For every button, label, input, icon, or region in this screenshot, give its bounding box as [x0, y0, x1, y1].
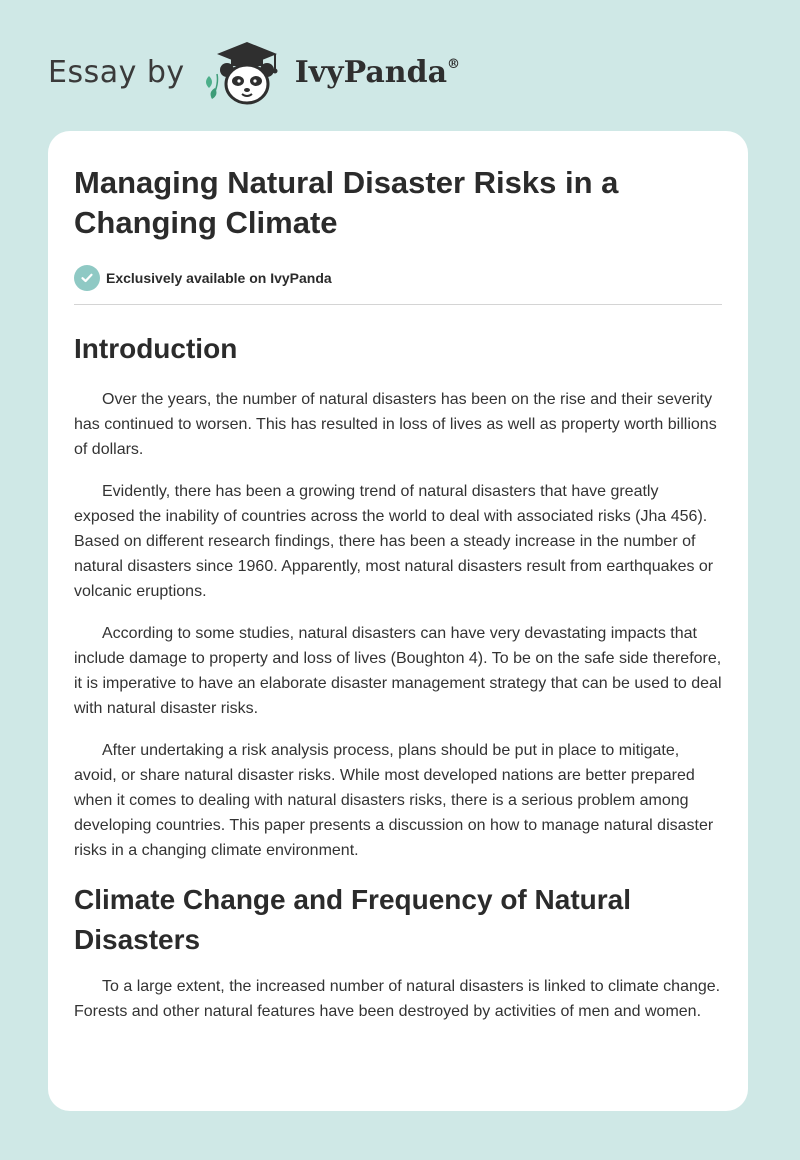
site-header: [48, 36, 460, 108]
essay-card: [48, 131, 748, 1111]
brand-name[interactable]: IvyPanda®: [294, 54, 461, 90]
badge-text: Exclusively available on IvyPanda: [106, 270, 332, 286]
paragraph: Evidently, there has been a growing trend of natural disasters that have greatly exposed the inability of countries across the world to deal with associated risks (Jha 456). Based on different research findings, there has been a steady increase in the number of natural disasters since 1960. Apparently, most natural disasters result from earthquakes or volcanic eruptions.: [74, 483, 714, 600]
section-heading-introduction: Introduction: [74, 333, 238, 364]
registered-mark: ®: [447, 56, 461, 72]
essay-by-label: Essay by: [48, 54, 185, 90]
exclusive-badge: [74, 264, 722, 292]
paragraph: To a large extent, the increased number of natural disasters is linked to climate change. Forests and other natural features have been destroyed by activities of men and women.: [74, 978, 721, 1020]
section-heading-climate-change: Climate Change and Frequency of Natural Disasters: [74, 884, 631, 955]
paragraph: According to some studies, natural disasters can have very devastating impacts that include damage to property and loss of lives (Boughton 4). To be on the safe side therefore, it is imperative to have an elaborate disaster management strategy that can be used to deal with natural disaster risks.: [74, 625, 722, 717]
ivypanda-logo-icon[interactable]: [197, 36, 289, 108]
divider: [74, 304, 722, 305]
check-icon: [74, 265, 100, 291]
paragraph: After undertaking a risk analysis process, plans should be put in place to mitigate, avoid, or share natural disaster risks. While most developed nations are better prepared when it comes to dealing with natural disasters risks, there is a serious problem among developing countries. This paper presents a discussion on how to manage natural disaster risks in a changing climate environment.: [74, 742, 714, 859]
page-title: Managing Natural Disaster Risks in a Changing Climate: [74, 165, 619, 240]
paragraph: Over the years, the number of natural disasters has been on the rise and their severity has continued to worsen. This has resulted in loss of lives as well as property worth billions of dollars.: [74, 391, 717, 458]
